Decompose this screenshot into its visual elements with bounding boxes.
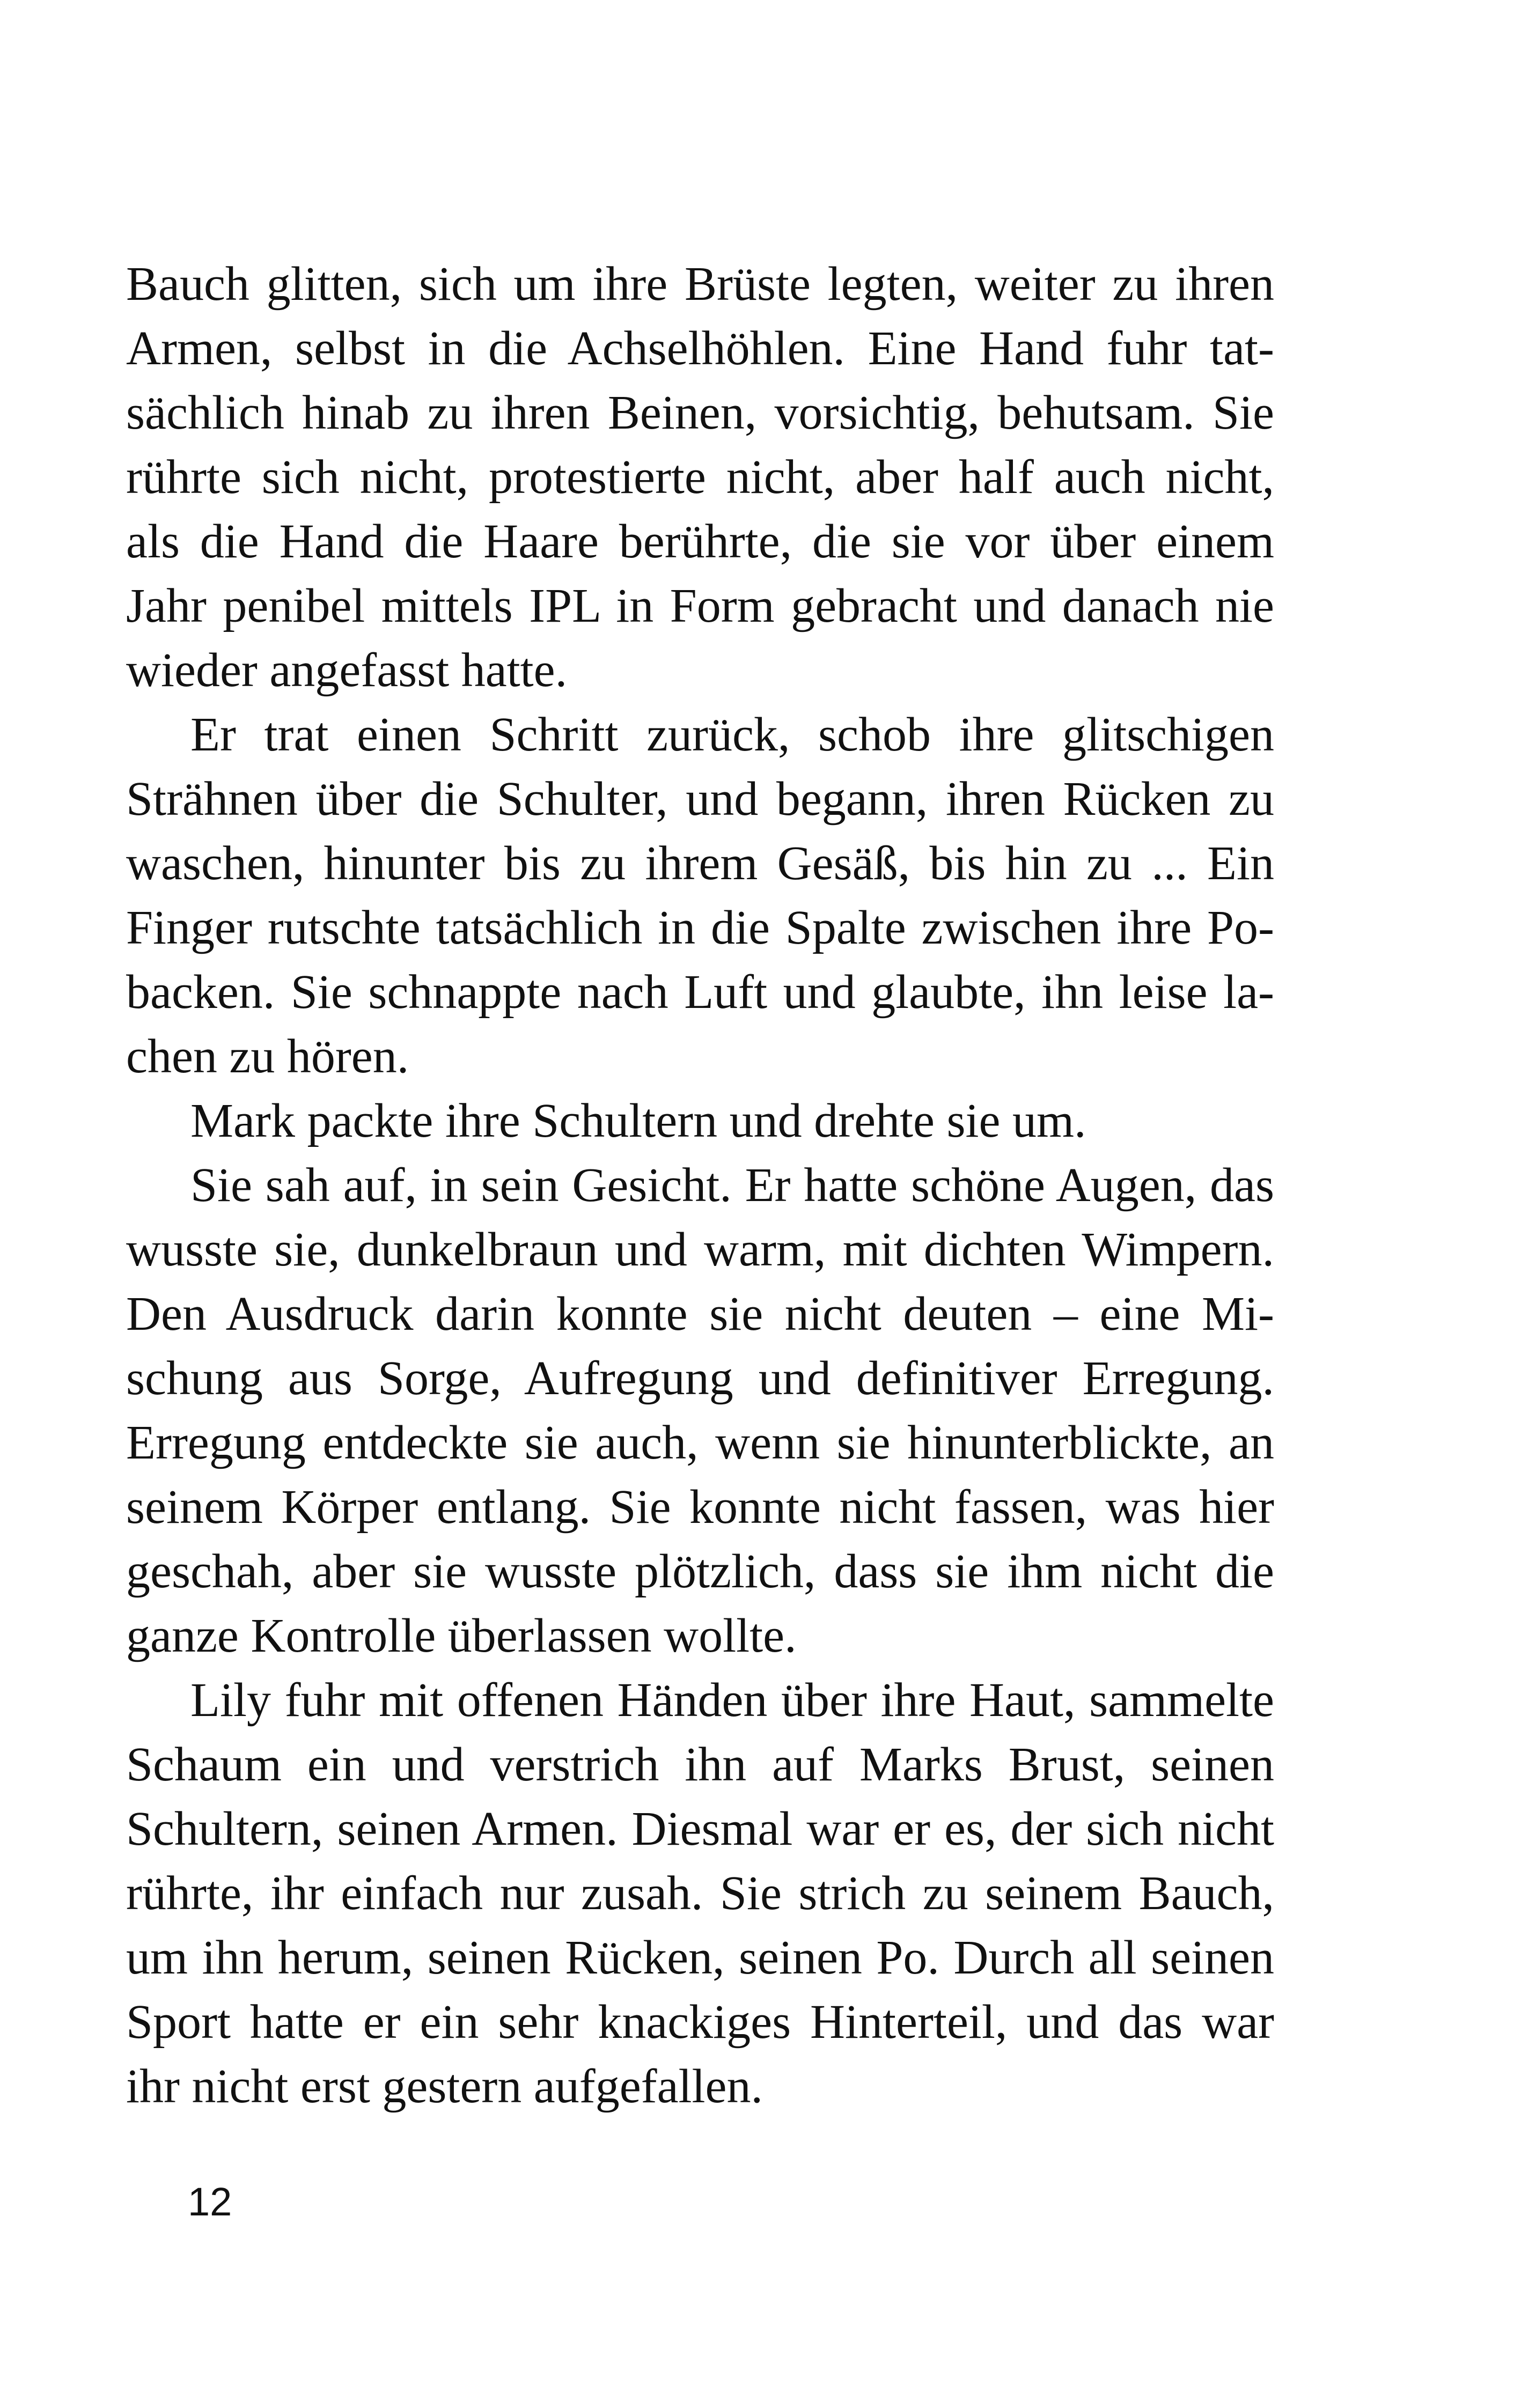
paragraph (126, 1089, 1274, 1153)
text-line: Lily fuhr mit offenen Händen über ihre Haut, sammelte (190, 1674, 1274, 1727)
text-line: geschah, aber sie wusste plötzlich, dass sie ihm nicht die (126, 1545, 1274, 1598)
text-line: ganze Kontrolle überlassen wollte. (126, 1609, 797, 1662)
text-line: seinem Körper entlang. Sie konnte nicht fassen, was hier (126, 1481, 1274, 1534)
text-line: wieder angefasst hatte. (126, 644, 568, 697)
text-line: sächlich hinab zu ihren Beinen, vorsichtig, behutsam. Sie (126, 386, 1274, 439)
text-line: als die Hand die Haare berührte, die sie vor über einem (126, 515, 1274, 568)
text-line: schung aus Sorge, Aufregung und definitiver Erregung. (126, 1352, 1274, 1405)
text-line: Den Ausdruck darin konnte sie nicht deuten – eine Mi- (126, 1287, 1274, 1341)
paragraph (126, 1668, 1274, 2119)
text-line: rührte sich nicht, protestierte nicht, aber half auch nicht, (126, 451, 1274, 504)
text-line: Bauch glitten, sich um ihre Brüste legten, weiter zu ihren (126, 257, 1274, 311)
paragraph (126, 1153, 1274, 1668)
text-line: Mark packte ihre Schultern und drehte sie um. (190, 1094, 1086, 1147)
paragraph (126, 252, 1274, 703)
text-line: backen. Sie schnappte nach Luft und glaubte, ihn leise la- (126, 966, 1274, 1019)
paragraph (126, 703, 1274, 1089)
text-line: chen zu hören. (126, 1030, 409, 1083)
text-line: Armen, selbst in die Achselhöhlen. Eine Hand fuhr tat- (126, 322, 1274, 375)
text-line: Sie sah auf, in sein Gesicht. Er hatte schöne Augen, das (190, 1159, 1274, 1212)
text-line: Er trat einen Schritt zurück, schob ihre glitschigen (190, 708, 1274, 761)
text-line: ihr nicht erst gestern aufgefallen. (126, 2060, 763, 2113)
text-line: Sport hatte er ein sehr knackiges Hinterteil, und das war (126, 1995, 1274, 2049)
text-line: Schultern, seinen Armen. Diesmal war er es, der sich nicht (126, 1802, 1274, 1855)
text-line: waschen, hinunter bis zu ihrem Gesäß, bis hin zu ... Ein (126, 837, 1274, 890)
text-line: Finger rutschte tatsächlich in die Spalte zwischen ihre Po- (126, 901, 1274, 954)
text-line: Erregung entdeckte sie auch, wenn sie hinunterblickte, an (126, 1416, 1274, 1469)
text-line: Schaum ein und verstrich ihn auf Marks Brust, seinen (126, 1738, 1274, 1791)
text-line: wusste sie, dunkelbraun und warm, mit dichten Wimpern. (126, 1223, 1274, 1276)
text-line: Jahr penibel mittels IPL in Form gebracht und danach nie (126, 579, 1274, 632)
text-line: rührte, ihr einfach nur zusah. Sie strich zu seinem Bauch, (126, 1867, 1274, 1920)
page-number: 12 (188, 2179, 232, 2224)
body-text (126, 252, 1274, 2119)
text-line: um ihn herum, seinen Rücken, seinen Po. Durch all seinen (126, 1931, 1274, 1984)
text-line: Strähnen über die Schulter, und begann, ihren Rücken zu (126, 772, 1274, 826)
